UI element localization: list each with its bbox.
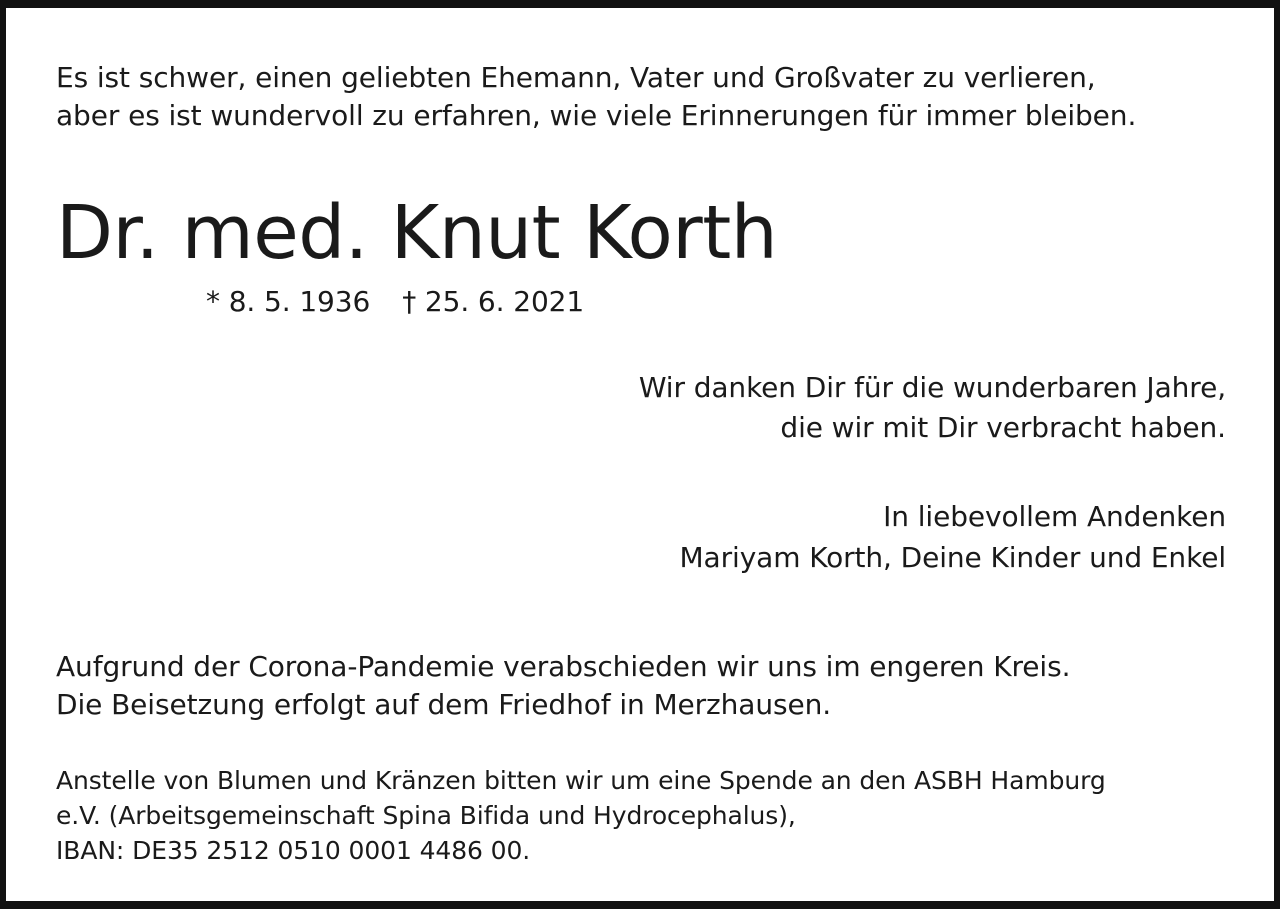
life-dates xyxy=(206,285,585,318)
death-date: † 25. 6. 2021 xyxy=(402,285,585,318)
donation-line-1: Anstelle von Blumen und Kränzen bitten wir um eine Spende an den ASBH Hamburg xyxy=(56,766,1106,795)
donation-line-3: IBAN: DE35 2512 0510 0001 4486 00. xyxy=(56,836,531,865)
memory-line-2: Mariyam Korth, Deine Kinder und Enkel xyxy=(679,541,1226,574)
notice-line-1: Aufgrund der Corona-Pandemie verabschieden wir uns im engeren Kreis. xyxy=(56,650,1071,683)
birth-date: * 8. 5. 1936 xyxy=(206,285,371,318)
thanks-line-1: Wir danken Dir für die wunderbaren Jahre, xyxy=(638,371,1226,404)
intro-line-2: aber es ist wundervoll zu erfahren, wie viele Erinnerungen für immer bleiben. xyxy=(56,99,1137,132)
memory-line-1: In liebevollem Andenken xyxy=(883,500,1226,533)
donation-line-2: e.V. (Arbeitsgemeinschaft Spina Bifida und Hydrocephalus), xyxy=(56,801,796,830)
thanks-line-2: die wir mit Dir verbracht haben. xyxy=(780,411,1226,444)
deceased-name: Dr. med. Knut Korth xyxy=(56,190,778,276)
notice-line-2: Die Beisetzung erfolgt auf dem Friedhof in Merzhausen. xyxy=(56,688,832,721)
intro-line-1: Es ist schwer, einen geliebten Ehemann, Vater und Großvater zu verlieren, xyxy=(56,61,1096,94)
